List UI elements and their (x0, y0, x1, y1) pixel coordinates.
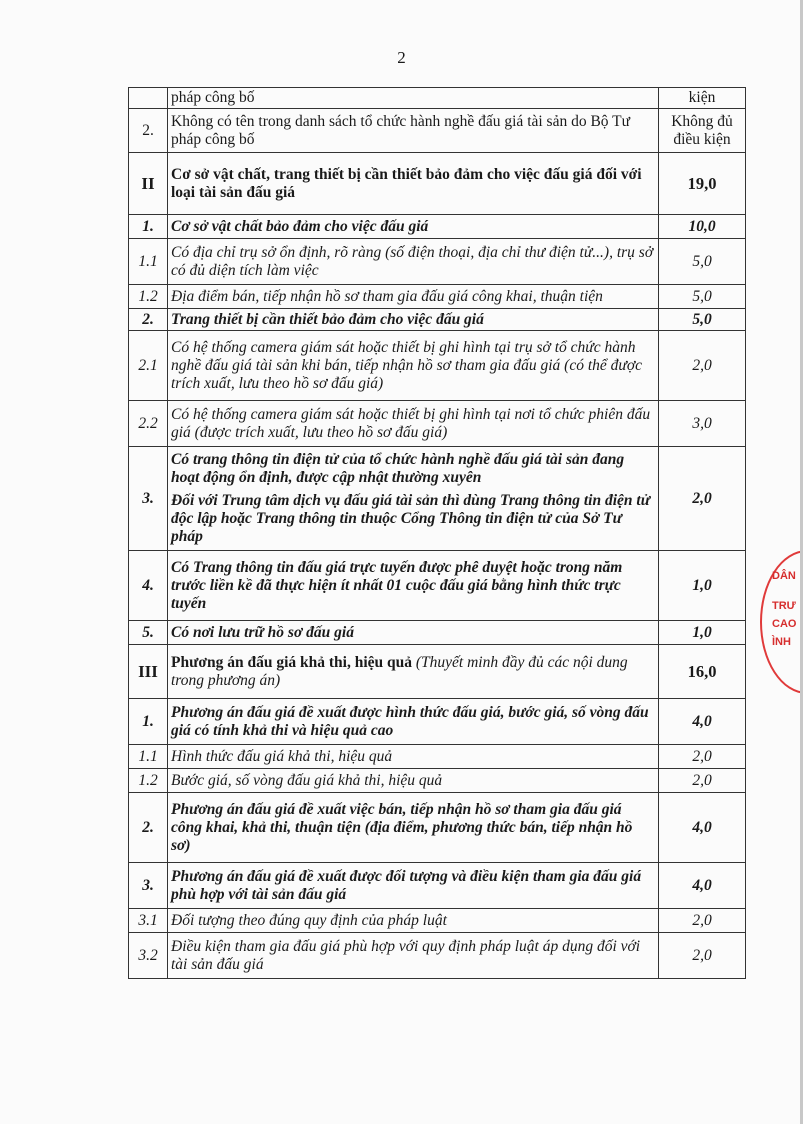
row-number: 1. (129, 699, 168, 745)
row-number: 1.1 (129, 239, 168, 285)
criterion-segment: Trang thiết bị cần thiết bảo đảm cho việc đấu giá (171, 310, 484, 328)
points-cell: 2,0 (659, 769, 746, 793)
row-number: II (129, 153, 168, 215)
stamp-text: DÂN (772, 570, 796, 582)
points-cell: 4,0 (659, 863, 746, 909)
criterion-segment: pháp công bố (171, 89, 255, 106)
points-cell: 2,0 (659, 331, 746, 401)
criterion-text (168, 285, 659, 309)
criterion-text (168, 447, 659, 551)
criterion-segment: Có nơi lưu trữ hồ sơ đấu giá (171, 623, 354, 641)
points-cell: kiện (659, 88, 746, 109)
criterion-segment: Phương án đấu giá đề xuất được hình thức đấu giá, bước giá, số vòng đấu giá có tính khả thi và hiệu quả cao (171, 703, 649, 739)
points-cell: 4,0 (659, 793, 746, 863)
points-cell: 16,0 (659, 645, 746, 699)
criterion-segment: Bước giá, số vòng đấu giá khả thi, hiệu quả (171, 771, 443, 789)
criterion-text (168, 621, 659, 645)
criterion-text (168, 153, 659, 215)
table-row (129, 331, 746, 401)
criterion-segment: Phương án đấu giá khả thi, hiệu quả (171, 653, 416, 671)
points-cell: 1,0 (659, 551, 746, 621)
points-cell: 5,0 (659, 285, 746, 309)
table-row (129, 309, 746, 331)
table-row (129, 109, 746, 153)
criterion-segment: Có trang thông tin điện tử của tổ chức hành nghề đấu giá tài sản đang hoạt động ổn định, được cập nhật thường xuyên (171, 451, 625, 486)
criterion-text (168, 909, 659, 933)
criterion-text (168, 401, 659, 447)
criterion-segment: Không có tên trong danh sách tổ chức hành nghề đấu giá tài sản do Bộ Tư pháp công bố (171, 112, 631, 148)
scoring-criteria-table (128, 87, 746, 979)
row-number: 2. (129, 109, 168, 153)
table-row (129, 551, 746, 621)
stamp-text: ÌNH (772, 636, 791, 648)
table-row (129, 645, 746, 699)
table-row (129, 745, 746, 769)
criterion-segment: Hình thức đấu giá khả thi, hiệu quả (171, 747, 393, 765)
table-row (129, 447, 746, 551)
row-number: III (129, 645, 168, 699)
row-number: 3. (129, 447, 168, 551)
table-row (129, 153, 746, 215)
points-cell: 2,0 (659, 447, 746, 551)
table-row (129, 909, 746, 933)
criterion-text (168, 769, 659, 793)
table-row (129, 933, 746, 979)
points-cell: 5,0 (659, 309, 746, 331)
table-body (129, 88, 746, 979)
row-number: 2. (129, 793, 168, 863)
criterion-text (168, 215, 659, 239)
row-number: 3.1 (129, 909, 168, 933)
criterion-segment: Có địa chỉ trụ sở ổn định, rõ ràng (số điện thoại, địa chỉ thư điện tử...), trụ sở có đủ diện tích làm việc (171, 243, 654, 279)
points-cell: 2,0 (659, 933, 746, 979)
criterion-segment: Có hệ thống camera giám sát hoặc thiết bị ghi hình tại trụ sở tổ chức hành nghề đấu giá tài sản khi bán, tiếp nhận hồ sơ tham gia đấu giá (có thể được trích xuất, lưu theo hồ sơ đấu giá) (171, 338, 643, 392)
criterion-text (168, 331, 659, 401)
row-number: 2.1 (129, 331, 168, 401)
criterion-segment: Cơ sở vật chất bảo đảm cho việc đấu giá (171, 217, 429, 235)
criterion-text (168, 109, 659, 153)
criterion-text (168, 699, 659, 745)
table-row (129, 88, 746, 109)
red-seal-stamp (760, 550, 803, 694)
row-number: 5. (129, 621, 168, 645)
points-cell: 10,0 (659, 215, 746, 239)
stamp-text: TRƯ (772, 600, 796, 612)
row-number: 2.2 (129, 401, 168, 447)
page-number: 2 (397, 48, 406, 67)
row-number: 3.2 (129, 933, 168, 979)
points-cell: 5,0 (659, 239, 746, 285)
table-row (129, 215, 746, 239)
criterion-segment: Có Trang thông tin đấu giá trực tuyến được phê duyệt hoặc trong năm trước liền kề đã thực hiện ít nhất 01 cuộc đấu giá bằng hình thức trực tuyến (171, 558, 623, 612)
points-cell: 2,0 (659, 909, 746, 933)
table-row (129, 285, 746, 309)
points-cell: 4,0 (659, 699, 746, 745)
table-row (129, 239, 746, 285)
criterion-text (168, 645, 659, 699)
criterion-text (168, 933, 659, 979)
row-number: 1.2 (129, 769, 168, 793)
row-number: 1. (129, 215, 168, 239)
criterion-segment: Đối với Trung tâm dịch vụ đấu giá tài sản thì dùng Trang thông tin điện tử độc lập hoặc Trang thông tin thuộc Cổng Thông tin điện tử của Sở Tư pháp (171, 492, 650, 545)
criterion-text (168, 863, 659, 909)
criterion-segment: Có hệ thống camera giám sát hoặc thiết bị ghi hình tại nơi tổ chức phiên đấu giá (được trích xuất, lưu theo hồ sơ đấu giá) (171, 405, 651, 441)
table-row (129, 769, 746, 793)
table-row (129, 793, 746, 863)
criterion-segment: Phương án đấu giá đề xuất được đối tượng và điều kiện tham gia đấu giá phù hợp với tài sản đấu giá (171, 867, 642, 903)
table-row (129, 621, 746, 645)
row-number: 1.1 (129, 745, 168, 769)
criterion-text (168, 551, 659, 621)
criterion-text (168, 745, 659, 769)
table-row (129, 401, 746, 447)
points-cell: 3,0 (659, 401, 746, 447)
criterion-segment: Địa điểm bán, tiếp nhận hồ sơ tham gia đấu giá công khai, thuận tiện (171, 287, 603, 305)
points-cell: 2,0 (659, 745, 746, 769)
table-row (129, 699, 746, 745)
row-number: 3. (129, 863, 168, 909)
table-row (129, 863, 746, 909)
criterion-segment: Điều kiện tham gia đấu giá phù hợp với quy định pháp luật áp dụng đối với tài sản đấu giá (171, 937, 641, 973)
criterion-segment: Phương án đấu giá đề xuất việc bán, tiếp nhận hồ sơ tham gia đấu giá công khai, khả thi, thuận tiện (địa điểm, phương thức bán, tiếp nhận hồ sơ) (171, 800, 633, 854)
criterion-text (168, 88, 659, 109)
points-cell: 1,0 (659, 621, 746, 645)
row-number (129, 88, 168, 109)
stamp-text: CAO (772, 618, 797, 630)
criterion-text (168, 239, 659, 285)
row-number: 4. (129, 551, 168, 621)
criterion-segment: Cơ sở vật chất, trang thiết bị cần thiết bảo đảm cho việc đấu giá đối với loại tài sản đấu giá (171, 165, 642, 201)
row-number: 1.2 (129, 285, 168, 309)
points-cell: Không đủ điều kiện (659, 109, 746, 153)
criterion-text (168, 309, 659, 331)
row-number: 2. (129, 309, 168, 331)
criterion-text (168, 793, 659, 863)
points-cell: 19,0 (659, 153, 746, 215)
criterion-segment: (Thuyết minh đầy đủ các nội dung trong phương án) (171, 653, 628, 689)
criterion-segment: Đối tượng theo đúng quy định của pháp luật (171, 911, 447, 929)
